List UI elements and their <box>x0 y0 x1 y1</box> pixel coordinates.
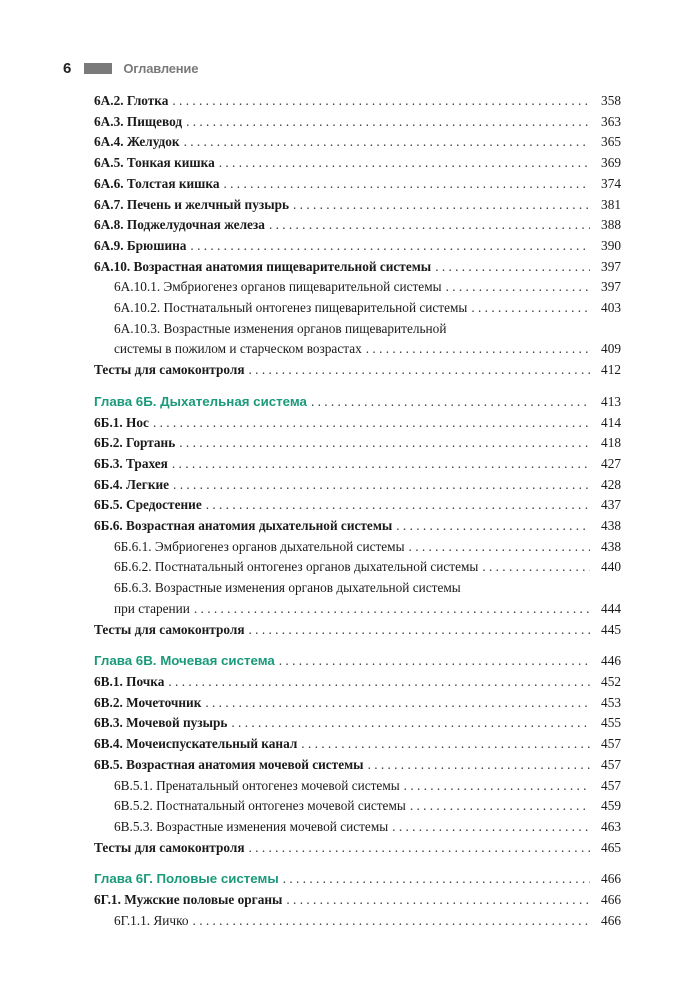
toc-entry-label: 6А.8. Поджелудочная железа <box>94 217 265 233</box>
dot-leader <box>366 339 590 360</box>
toc-entry-row <box>94 838 621 859</box>
toc-entry-label: 6А.2. Глотка <box>94 93 169 108</box>
dot-leader <box>224 174 591 195</box>
toc-entry-row <box>114 537 621 558</box>
toc-entry-label: 6А.9. Брюшина <box>94 237 187 253</box>
dot-leader <box>193 911 590 932</box>
toc-entry-label: Тесты для самоконтроля <box>94 621 245 637</box>
toc-page-number: 388 <box>601 217 621 233</box>
toc-section[interactable] <box>94 257 621 278</box>
dot-leader <box>190 236 590 257</box>
toc-page-number: 444 <box>601 600 621 616</box>
toc-entry-label: 6А.3. Пищевод <box>94 113 183 129</box>
toc-page-number: 365 <box>601 134 621 150</box>
toc-page-number: 445 <box>601 621 621 637</box>
toc-section[interactable] <box>94 516 621 537</box>
toc-entry-label: 6А.10.2. Постнатальный онтогенез пищеварительной системы <box>114 300 468 316</box>
dot-leader <box>172 454 590 475</box>
toc-entry-label: 6В.5.2. Постнатальный онтогенез мочевой системы <box>114 798 406 814</box>
section-title: Оглавление <box>123 60 199 76</box>
toc-entry-label: системы в пожилом и старческом возрастах <box>114 341 362 357</box>
toc-page-number: 369 <box>601 155 621 171</box>
toc-subsection[interactable] <box>94 776 621 797</box>
toc-page-number: 397 <box>601 258 621 274</box>
toc-subsection[interactable] <box>94 319 621 360</box>
toc-section[interactable] <box>94 620 621 641</box>
toc-page-number: 409 <box>601 341 621 357</box>
dot-leader <box>283 869 590 890</box>
toc-entry-label: 6Б.6. Возрастная анатомия дыхательной системы <box>94 518 393 534</box>
toc-chapter[interactable] <box>94 651 621 672</box>
toc-entry-label: 6Б.4. Легкие <box>94 476 170 492</box>
toc-entry-label: Глава 6Б. Дыхательная система <box>94 393 307 409</box>
toc-section[interactable] <box>94 236 621 257</box>
toc-page-number: 413 <box>601 393 621 409</box>
toc-entry-row <box>94 215 621 236</box>
toc-section[interactable] <box>94 672 621 693</box>
toc-entry-label: 6А.10.1. Эмбриогенез органов пищеварительной системы <box>114 279 442 295</box>
toc-page-number: 463 <box>601 818 621 834</box>
toc-page-number: 437 <box>601 497 621 513</box>
toc-entry-row <box>94 153 621 174</box>
header-divider-bar <box>84 63 112 74</box>
dot-leader <box>368 755 590 776</box>
toc-page-number: 374 <box>601 175 621 191</box>
toc-page-number: 438 <box>601 538 621 554</box>
dot-leader <box>435 257 590 278</box>
dot-leader <box>269 215 590 236</box>
toc-subsection[interactable] <box>94 796 621 817</box>
toc-subsection[interactable] <box>94 557 621 578</box>
toc-page-number: 397 <box>601 279 621 295</box>
toc-entry-row <box>94 174 621 195</box>
toc-page-number: 412 <box>601 362 621 378</box>
dot-leader <box>249 360 590 381</box>
running-header <box>63 58 198 78</box>
toc-entry-row <box>94 413 621 434</box>
dot-leader <box>396 516 590 537</box>
toc-subsection[interactable] <box>94 298 621 319</box>
toc-page-number: 453 <box>601 694 621 710</box>
toc-entry-label: 6Б.1. Нос <box>94 414 149 430</box>
toc-page-number: 403 <box>601 300 621 316</box>
toc-entry-row <box>94 454 621 475</box>
toc-section[interactable] <box>94 174 621 195</box>
toc-entry-label: 6Б.6.1. Эмбриогенез органов дыхательной системы <box>114 538 405 554</box>
toc-entry-label: 6А.4. Желудок <box>94 134 180 150</box>
toc-section[interactable] <box>94 153 621 174</box>
toc-entry-label-line1: 6А.10.3. Возрастные изменения органов пищеварительной <box>114 320 447 336</box>
toc-page-number: 457 <box>601 756 621 772</box>
toc-page-number: 358 <box>601 93 621 108</box>
dot-leader <box>168 672 590 693</box>
toc-entry-row <box>114 557 621 578</box>
toc-entry-row <box>94 392 621 413</box>
toc-entry-row <box>114 911 621 932</box>
toc-section[interactable] <box>94 132 621 153</box>
toc-entry-row <box>94 890 621 911</box>
table-of-contents <box>94 91 621 931</box>
toc-page-number: 457 <box>601 736 621 752</box>
toc-section[interactable] <box>94 495 621 516</box>
toc-page-number: 418 <box>601 435 621 451</box>
toc-subsection[interactable] <box>94 578 621 619</box>
toc-entry-label: 6А.5. Тонкая кишка <box>94 155 215 171</box>
toc-page-number: 457 <box>601 777 621 793</box>
toc-entry-label: при старении <box>114 600 190 616</box>
toc-page-number: 466 <box>601 892 621 908</box>
toc-entry-label: Глава 6Г. Половые системы <box>94 871 279 887</box>
toc-entry-row <box>94 495 621 516</box>
toc-section[interactable] <box>94 413 621 434</box>
toc-entry-label: Тесты для самоконтроля <box>94 362 245 378</box>
toc-entry-label: 6В.5.3. Возрастные изменения мочевой системы <box>114 818 389 834</box>
toc-section[interactable] <box>94 838 621 859</box>
toc-entry-row <box>94 713 621 734</box>
dot-leader <box>206 495 590 516</box>
toc-entry-label: 6В.4. Мочеиспускательный канал <box>94 736 298 752</box>
toc-entry-label: 6А.6. Толстая кишка <box>94 175 220 191</box>
dot-leader <box>186 112 590 133</box>
toc-section[interactable] <box>94 890 621 911</box>
toc-page-number: 440 <box>601 559 621 575</box>
toc-entry-row <box>94 755 621 776</box>
toc-section[interactable] <box>94 91 621 112</box>
dot-leader <box>482 557 590 578</box>
dot-leader <box>409 537 590 558</box>
dot-leader <box>311 392 590 413</box>
toc-section[interactable] <box>94 755 621 776</box>
toc-section[interactable] <box>94 454 621 475</box>
dot-leader <box>249 838 590 859</box>
toc-subsection[interactable] <box>94 817 621 838</box>
toc-entry-label-line1: 6Б.6.3. Возрастные изменения органов дыхательной системы <box>114 580 461 596</box>
toc-page-number: 452 <box>601 673 621 689</box>
toc-entry-row <box>114 277 621 298</box>
toc-entry-row <box>94 620 621 641</box>
dot-leader <box>179 433 590 454</box>
toc-entry-row <box>94 257 621 278</box>
toc-page-number: 363 <box>601 113 621 129</box>
toc-section[interactable] <box>94 475 621 496</box>
dot-leader <box>392 817 590 838</box>
toc-entry-row <box>94 112 621 133</box>
page-number: 6 <box>63 59 72 77</box>
toc-page-number: 466 <box>601 912 621 928</box>
toc-entry-row <box>114 298 621 319</box>
toc-entry-label: 6Б.6.2. Постнатальный онтогенез органов дыхательной системы <box>114 559 479 575</box>
toc-section[interactable] <box>94 112 621 133</box>
toc-entry-label: 6В.1. Почка <box>94 673 165 689</box>
toc-section[interactable] <box>94 195 621 216</box>
toc-entry-label: 6Б.5. Средостение <box>94 497 202 513</box>
dot-leader <box>404 776 590 797</box>
toc-page-number: 438 <box>601 518 621 534</box>
toc-entry-row <box>94 516 621 537</box>
toc-entry-label: 6В.5. Возрастная анатомия мочевой системы <box>94 756 364 772</box>
toc-entry-label: 6В.3. Мочевой пузырь <box>94 715 228 731</box>
toc-section[interactable] <box>94 433 621 454</box>
toc-entry-row <box>114 817 621 838</box>
toc-entry-row <box>94 132 621 153</box>
dot-leader <box>286 890 590 911</box>
toc-entry-row <box>94 236 621 257</box>
toc-page-number: 465 <box>601 839 621 855</box>
dot-leader <box>446 277 590 298</box>
toc-page-number: 455 <box>601 715 621 731</box>
toc-entry-label: 6Б.3. Трахея <box>94 455 168 471</box>
toc-entry-row <box>94 869 621 890</box>
toc-entry-row <box>94 360 621 381</box>
dot-leader <box>153 413 590 434</box>
toc-page-number: 446 <box>601 653 621 669</box>
toc-section[interactable] <box>94 713 621 734</box>
toc-entry-label: 6А.10. Возрастная анатомия пищеварительной системы <box>94 258 432 274</box>
dot-leader <box>293 195 590 216</box>
toc-page-number: 390 <box>601 237 621 253</box>
dot-leader <box>410 796 590 817</box>
toc-entry-row <box>94 195 621 216</box>
dot-leader <box>471 298 590 319</box>
dot-leader <box>184 132 590 153</box>
toc-subsection[interactable] <box>94 911 621 932</box>
dot-leader <box>205 693 590 714</box>
toc-entry-row <box>94 475 621 496</box>
toc-entry-row <box>114 339 621 360</box>
toc-section[interactable] <box>94 693 621 714</box>
toc-page-number: 381 <box>601 196 621 212</box>
toc-subsection[interactable] <box>94 277 621 298</box>
toc-entry-row <box>114 599 621 620</box>
toc-entry-row <box>114 796 621 817</box>
toc-entry-label: 6А.7. Печень и желчный пузырь <box>94 196 290 212</box>
toc-page-number: 427 <box>601 455 621 471</box>
toc-entry-row <box>94 672 621 693</box>
toc-section[interactable] <box>94 734 621 755</box>
toc-page-number: 414 <box>601 414 621 430</box>
dot-leader <box>249 620 590 641</box>
toc-entry-label: 6Г.1.1. Яичко <box>114 912 189 928</box>
toc-entry-row <box>114 776 621 797</box>
toc-subsection[interactable] <box>94 537 621 558</box>
dot-leader <box>173 475 590 496</box>
toc-entry-label: Тесты для самоконтроля <box>94 839 245 855</box>
toc-entry-row <box>94 693 621 714</box>
toc-entry-label: 6Г.1. Мужские половые органы <box>94 892 283 908</box>
dot-leader <box>194 599 590 620</box>
toc-chapter[interactable] <box>94 392 621 413</box>
toc-page-number: 428 <box>601 476 621 492</box>
toc-chapter[interactable] <box>94 869 621 890</box>
toc-entry-label: 6В.5.1. Пренатальный онтогенез мочевой системы <box>114 777 400 793</box>
toc-entry-label: Глава 6В. Мочевая система <box>94 653 275 669</box>
toc-entry-row <box>94 734 621 755</box>
dot-leader <box>301 734 590 755</box>
toc-entry-row <box>94 433 621 454</box>
toc-entry-row <box>94 91 621 112</box>
toc-page-number: 459 <box>601 798 621 814</box>
toc-entry-row <box>94 651 621 672</box>
dot-leader <box>231 713 590 734</box>
toc-section[interactable] <box>94 360 621 381</box>
dot-leader <box>219 153 590 174</box>
toc-entry-label: 6В.2. Мочеточник <box>94 694 202 710</box>
toc-entry-label: 6Б.2. Гортань <box>94 435 176 451</box>
dot-leader <box>279 651 590 672</box>
dot-leader <box>172 91 590 112</box>
toc-page-number: 466 <box>601 871 621 887</box>
toc-section[interactable] <box>94 215 621 236</box>
